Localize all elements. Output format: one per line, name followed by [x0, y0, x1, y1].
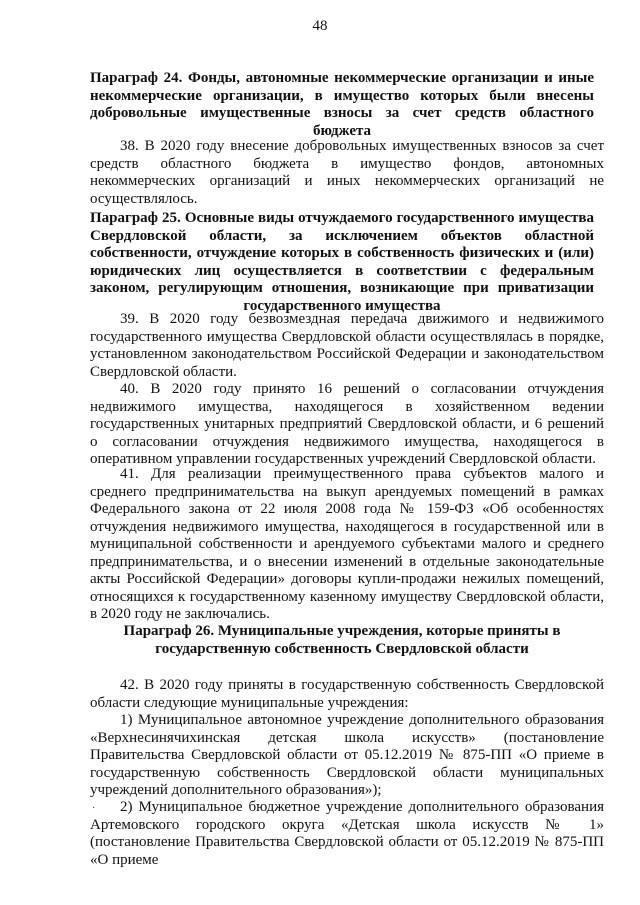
paragraph-25-heading: Параграф 25. Основные виды отчуждаемого государственного имущества Свердловской области, за исключением объектов областной собственности, отчуждение которых в собственность физических и (или) юридических лиц осуществляется в соответствии с федеральным законом, регулирующим отношения, возникающие при приватизации государственного имущества — [90, 210, 594, 314]
item-39: 39. В 2020 году безвозмездная передача движимого и недвижимого государственного имущества Свердловской области осуществлялась в порядке, установленном законодательством Российской Федерации и законодательством Свердловской области. — [90, 311, 604, 380]
scan-mark: · — [92, 803, 96, 814]
item-41: 41. Для реализации преимущественного права субъектов малого и среднего предпринимательства на выкуп арендуемых помещений в рамках Федерального закона от 22 июля 2008 года № 159-ФЗ «Об особенностях отчуждения недвижимого имущества, находящегося в государственной или в муниципальной собственности и арендуемого субъектами малого и среднего предпринимательства, и о внесении изменений в отдельные законодательные акты Российской Федерации» договоры купли-продажи нежилых помещений, относящихся к государственному казенному имуществу Свердловской области, в 2020 году не заключались. — [90, 466, 604, 622]
paragraph-24-heading: Параграф 24. Фонды, автономные некоммерческие организации и иные некоммерческие организации, в имущество которых были внесены добровольные имущественные взносы за счет средств областного бюджета — [90, 70, 594, 139]
item-42-subitem-2: 2) Муниципальное бюджетное учреждение дополнительного образования Артемовского городского округа «Детская школа искусств № 1» (постановление Правительства Свердловской области от 05.12.2019 № 875-ПП «О приеме — [90, 799, 604, 868]
item-38: 38. В 2020 году внесение добровольных имущественных взносов за счет средств областного бюджета в имущество фондов, автономных некоммерческих организаций и иных некоммерческих организаций не осуществлялось. — [90, 138, 604, 207]
item-42-subitem-1: 1) Муниципальное автономное учреждение дополнительного образования «Верхнесинячихинская детская школа искусств» (постановление Правительства Свердловской области от 05.12.2019 № 875-ПП «О приеме в государственную собственность Свердловской области муниципальных учреждений дополнительного образования»); — [90, 712, 604, 798]
item-40: 40. В 2020 году принято 16 решений о согласовании отчуждения недвижимого имущества, находящегося в хозяйственном ведении государственных унитарных предприятий Свердловской области, и 6 решений о согласовании отчуждения недвижимого имущества, находящегося в оперативном управлении государственных учреждений Свердловской области. — [90, 381, 604, 467]
page-number: 48 — [312, 18, 328, 34]
paragraph-26-heading: Параграф 26. Муниципальные учреждения, которые приняты в государственную собственность Свердловской области — [123, 623, 561, 657]
item-42: 42. В 2020 году приняты в государственную собственность Свердловской области следующие муниципальные учреждения: — [90, 677, 604, 711]
